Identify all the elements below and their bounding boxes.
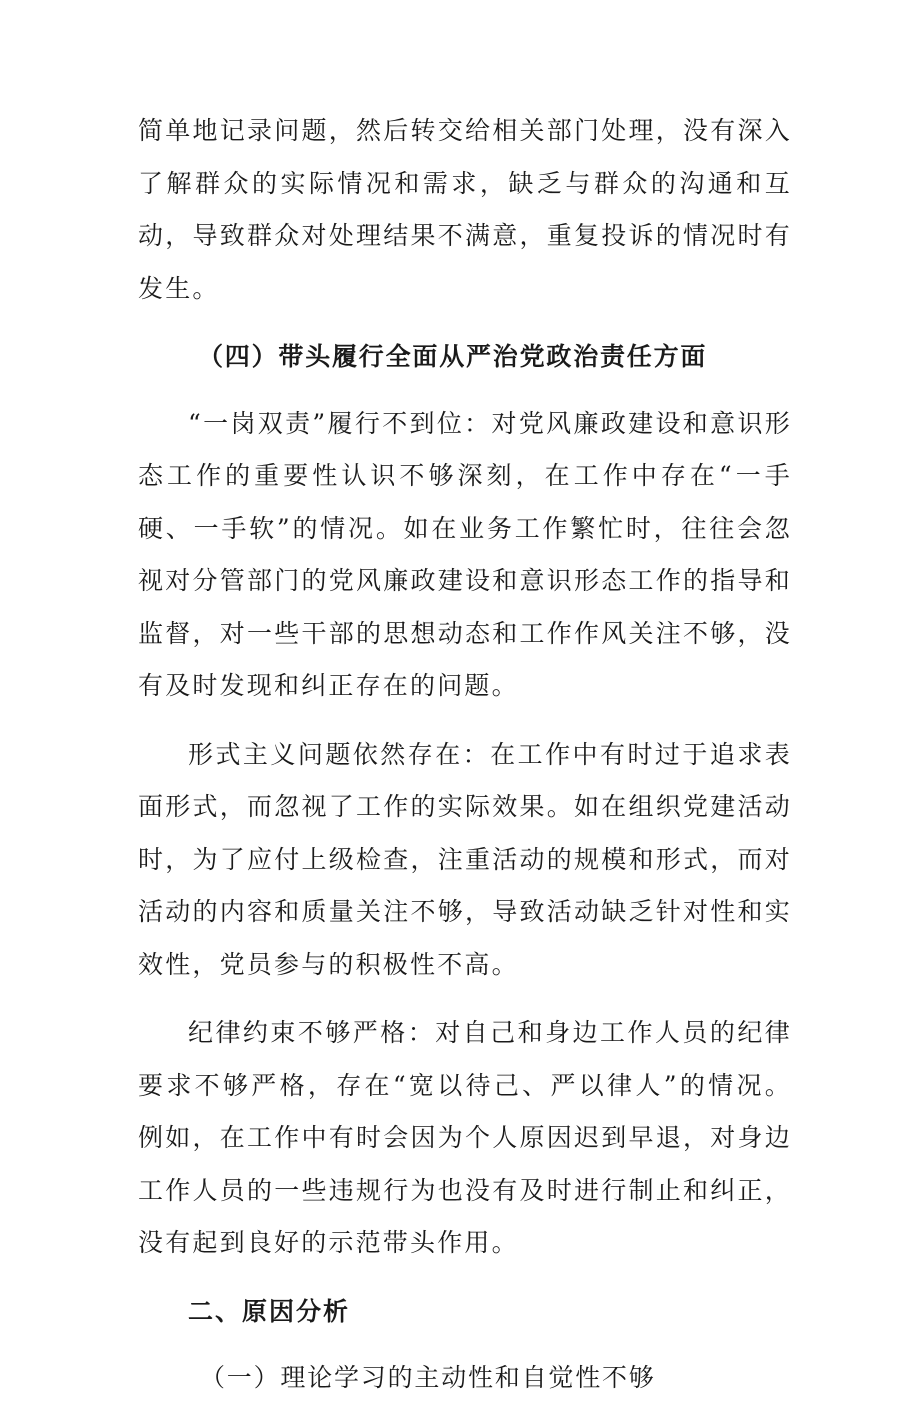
section-heading-cause-analysis: 二、原因分析	[188, 1296, 351, 1326]
subsection-heading-four: （四）带头履行全面从严治党政治责任方面	[198, 342, 708, 371]
paragraph-complaint-handling: 简单地记录问题，然后转交给相关部门处理，没有深入了解群众的实际情况和需求，缺乏与群众的沟通和互动，导致群众对处理结果不满意，重复投诉的情况时有发生。	[138, 116, 792, 303]
paragraph-discipline: 纪律约束不够严格：对自己和身边工作人员的纪律要求不够严格，存在“宽以待己、严以律人”的情况。例如，在工作中有时会因为个人原因迟到早退，对身边工作人员的一些违规行为也没有及时进行制止和纠正，没有起到良好的示范带头作用。	[138, 1018, 792, 1257]
subsection-heading-one: （一）理论学习的主动性和自觉性不够	[200, 1363, 656, 1392]
paragraph-one-post-two-duties: “一岗双责”履行不到位：对党风廉政建设和意识形态工作的重要性认识不够深刻，在工作中存在“一手硬、一手软”的情况。如在业务工作繁忙时，往往会忽视对分管部门的党风廉政建设和意识形态工作的指导和监督，对一些干部的思想动态和工作作风关注不够，没有及时发现和纠正存在的问题。	[138, 408, 792, 700]
paragraph-formalism: 形式主义问题依然存在：在工作中有时过于追求表面形式，而忽视了工作的实际效果。如在组织党建活动时，为了应付上级检查，注重活动的规模和形式，而对活动的内容和质量关注不够，导致活动缺乏针对性和实效性，党员参与的积极性不高。	[138, 739, 792, 979]
document-body	[138, 105, 792, 1405]
